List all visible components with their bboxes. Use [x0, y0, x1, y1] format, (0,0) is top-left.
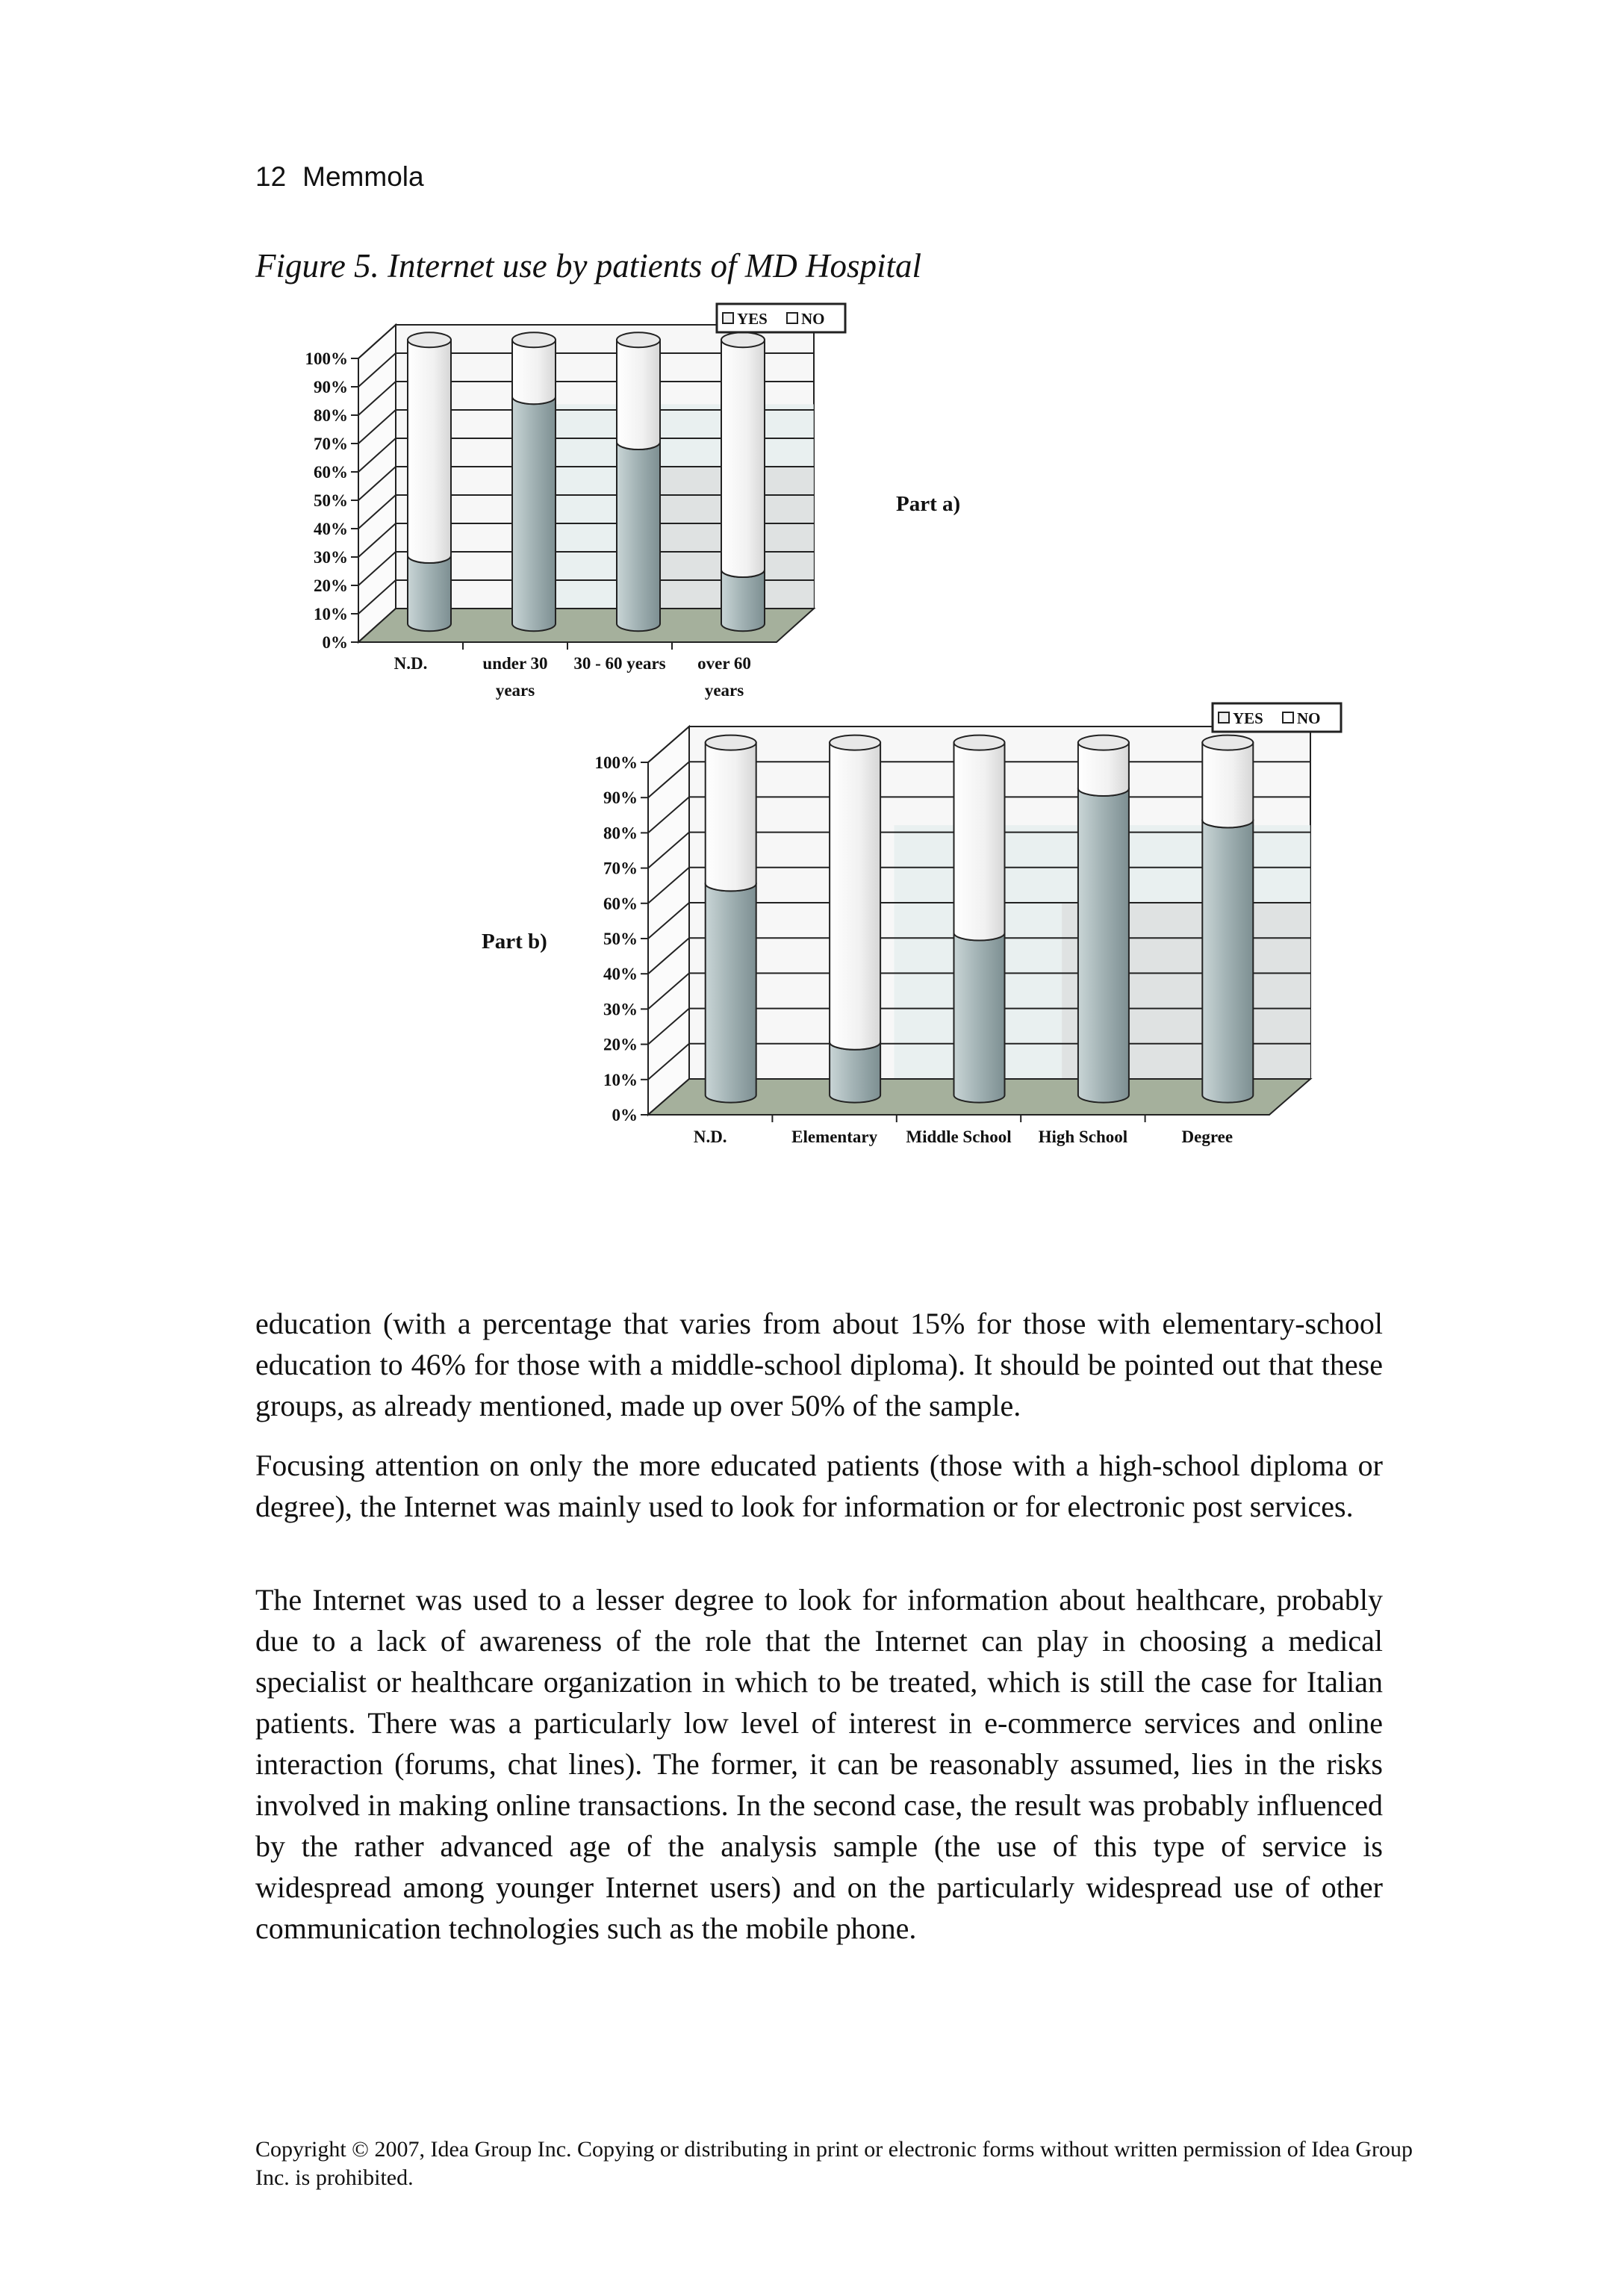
figure-caption: Figure 5. Internet use by patients of MD Hospital [255, 247, 921, 284]
y-tick-label: 80% [603, 824, 638, 843]
bar-no-top [1078, 735, 1129, 750]
x-tick-label: High School [1038, 1127, 1128, 1146]
legend-swatch-yes [1219, 712, 1229, 723]
chart-legend [1213, 703, 1341, 732]
body-paragraph-1: education (with a percentage that varies from about 15% for those with elementary-school education to 46% for those with a middle-school diploma). It should be pointed out that these groups, as already mentioned, made up over 50% of the sample. [255, 1307, 1383, 1422]
bar-no [1202, 743, 1253, 828]
legend-label-no: NO [1297, 709, 1321, 727]
x-tick-label: N.D. [393, 654, 428, 673]
y-tick-label: 60% [314, 463, 348, 482]
bar-no-top [830, 735, 880, 750]
panel-label: Part a) [896, 492, 961, 516]
bar-no-top [617, 332, 660, 347]
bar-no-top [408, 332, 451, 347]
y-tick-label: 0% [322, 633, 348, 652]
legend-label-no: NO [801, 310, 825, 328]
y-tick-label: 70% [314, 435, 348, 453]
copyright-notice: Copyright © 2007, Idea Group Inc. Copying or distributing in print or electronic forms without written permission of Idea Group Inc. is prohibited. [255, 2137, 1413, 2190]
bar-no [706, 743, 756, 892]
y-tick-label: 80% [314, 406, 348, 425]
panel-label: Part b) [482, 930, 547, 953]
bar-yes [954, 933, 1005, 1102]
y-tick-label: 100% [305, 349, 348, 368]
bar-no-top [706, 735, 756, 750]
x-tick-label: N.D. [693, 1127, 727, 1146]
legend-swatch-no [1283, 712, 1293, 723]
x-tick-label: years [704, 681, 744, 700]
y-tick-label: 40% [314, 520, 348, 538]
y-tick-label: 10% [314, 605, 348, 623]
bar-no [721, 340, 765, 577]
body-paragraph-3: The Internet was used to a lesser degree to look for information about healthcare, probably due to a lack of awareness of the role that the Internet can play in choosing a medical specialist or healthcare organization in which to be treated, which is still the case for Italian patients. There was a particularly low level of interest in e-commerce services and online interaction (forums, chat lines). The former, it can be reasonably assumed, lies in the risks involved in making online transactions. In the second case, the result was probably influenced by the rather advanced age of the analysis sample (the use of this type of service is widespread among younger Internet users) and on the particularly widespread use of other communication technologies such as the mobile phone. [255, 1583, 1383, 1945]
bar-yes [512, 396, 556, 631]
legend-label-yes: YES [1233, 709, 1263, 727]
running-head-author: Memmola [302, 161, 424, 192]
y-tick-label: 20% [603, 1035, 638, 1054]
bar-no-top [1202, 735, 1253, 750]
y-tick-label: 30% [603, 1000, 638, 1019]
bar-no [512, 340, 556, 404]
legend-swatch-yes [723, 313, 733, 323]
x-tick-label: years [495, 681, 535, 700]
y-tick-label: 50% [603, 930, 638, 948]
body-paragraph-2: Focusing attention on only the more educated patients (those with a high-school diploma or degree), the Internet was mainly used to look for information or for electronic post services. [255, 1449, 1383, 1523]
bar-yes [1078, 788, 1129, 1103]
bar-no-top [954, 735, 1005, 750]
y-tick-label: 60% [603, 894, 638, 913]
y-tick-label: 40% [603, 965, 638, 984]
y-tick-label: 70% [603, 859, 638, 878]
chart-part-a [305, 304, 961, 700]
y-tick-label: 0% [612, 1106, 638, 1124]
page-number: 12 [255, 161, 287, 192]
y-tick-label: 30% [314, 548, 348, 567]
bar-no-top [721, 332, 765, 347]
bar-no [830, 743, 880, 1050]
x-tick-label: Middle School [906, 1127, 1012, 1146]
legend-swatch-no [787, 313, 797, 323]
bar-yes [1202, 820, 1253, 1102]
y-tick-label: 100% [594, 753, 638, 772]
bar-yes [830, 1042, 880, 1103]
chart-part-b [482, 703, 1341, 1146]
y-tick-label: 90% [603, 788, 638, 808]
bar-no-top [512, 332, 556, 347]
bar-no [408, 340, 451, 563]
y-tick-label: 50% [314, 491, 348, 510]
chart-legend [717, 304, 845, 332]
bar-yes [706, 883, 756, 1102]
x-tick-label: over 60 [697, 654, 751, 673]
bar-yes [408, 556, 451, 631]
x-tick-label: Elementary [791, 1127, 878, 1146]
bar-yes [721, 570, 765, 631]
bar-yes [617, 442, 660, 631]
y-tick-label: 20% [314, 576, 348, 595]
bar-no [954, 743, 1005, 941]
x-tick-label: 30 - 60 years [573, 654, 666, 673]
y-tick-label: 10% [603, 1070, 638, 1089]
bar-no [617, 340, 660, 449]
legend-label-yes: YES [737, 310, 768, 328]
x-tick-label: Degree [1181, 1127, 1233, 1146]
x-tick-label: under 30 [482, 654, 548, 673]
y-tick-label: 90% [314, 378, 348, 396]
